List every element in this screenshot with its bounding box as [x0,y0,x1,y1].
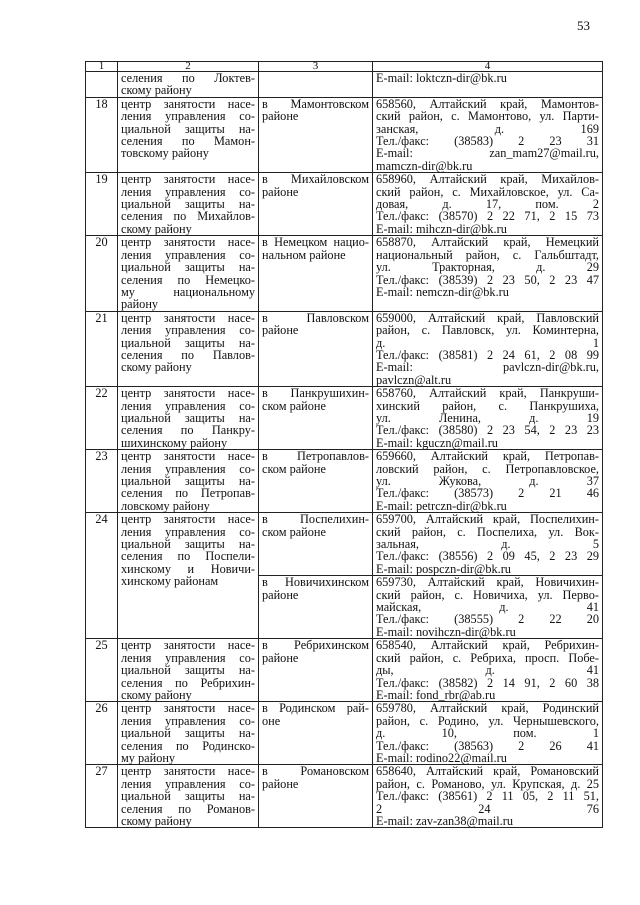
cell-line: скому району [121,687,192,702]
cell-line: циальной защиты на- [121,789,255,804]
page-number: 53 [577,18,590,33]
district-cell [259,236,373,311]
cell-line: Тел./факс: (38573) 2 21 46 [376,486,599,501]
cell-line: селения по Локтев- [121,71,255,85]
cell-line: селения по Родинско- [121,738,255,753]
cell-line: д. 10, пом. 1 [376,726,599,741]
cell-line: центр занятости насе- [121,701,255,716]
cell-line: циальной защиты на- [121,410,255,425]
cell-line: селения по Поспели- [121,549,255,564]
district-cell [259,450,373,513]
cell-line: довая, д. 17, пом. 2 [376,197,599,212]
row-number: 25 [86,639,118,702]
table-body [86,72,603,828]
cell-line: ления управления со- [121,398,255,413]
cell-line: E-mail: novihczn-dir@bk.ru [376,624,516,639]
cell-line: в Петропавлов- [262,449,369,464]
contact-cell [373,236,603,311]
cell-line: хинскому районам [121,574,219,589]
table-row [86,765,603,828]
contact-cell [373,765,603,828]
table-row [86,311,603,386]
organization-cell [118,72,259,98]
cell-line: район, с. Родино, ул. Чернышевского, [376,713,599,728]
cell-line: центр занятости насе- [121,310,255,325]
cell-line: в Немецком нацио- [262,235,369,250]
table-row [86,72,603,98]
cell-line: Тел./факс: (38539) 2 23 50, 2 23 47 [376,272,599,287]
column-header: 4 [373,62,603,72]
cell-line: центр занятости насе- [121,764,255,779]
cell-line: pavlczn@alt.ru [376,372,452,387]
cell-line: E-mail: mihczn-dir@bk.ru [376,221,507,236]
cell-line: 659660, Алтайский край, Петропав- [376,449,599,464]
cell-line: 658870, Алтайский край, Немецкий [376,235,599,250]
cell-line: в Мамонтовском [262,96,369,111]
table-row [86,173,603,236]
table-row [86,236,603,311]
cell-line: Тел./факс: (38583) 2 23 31 [376,134,599,149]
cell-line: E-mail: nemczn-dir@bk.ru [376,284,509,299]
contact-cell [373,576,603,639]
cell-line: ском районе [262,398,326,413]
cell-line: скому району [121,360,192,375]
cell-line: ском районе [262,461,326,476]
cell-line: центр занятости насе- [121,638,255,653]
cell-line: 658560, Алтайский край, Мамонтов- [376,96,599,111]
cell-line: Тел./факс: (38570) 2 22 71, 2 15 73 [376,209,599,224]
district-cell [259,765,373,828]
cell-line: в Родинском рай- [262,701,369,716]
cell-line: ления управления со- [121,323,255,338]
cell-line: циальной защиты на- [121,197,255,212]
row-number: 19 [86,173,118,236]
district-cell [259,173,373,236]
row-number: 24 [86,513,118,639]
organization-cell [118,387,259,450]
cell-line: E-mail: fond_rbr@ab.ru [376,687,496,702]
header-row [86,62,603,72]
cell-line: селения по Панкру- [121,423,255,438]
organization-cell [118,236,259,311]
cell-line: Тел./факс: (38556) 2 09 45, 2 23 29 [376,549,599,564]
cell-line: нальном районе [262,247,346,262]
cell-line: ул. Жукова, д. 37 [376,474,599,488]
cell-line: майская, д. 41 [376,600,599,615]
cell-line: Тел./факс: (38561) 2 11 05, 2 11 51, [376,789,599,804]
organization-cell [118,765,259,828]
cell-line: E-mail: rodino22@mail.ru [376,750,507,765]
cell-line: хинский район, с. Панкрушиха, [376,398,599,413]
cell-line: центр занятости насе- [121,449,255,464]
organization-cell [118,311,259,386]
cell-line: Тел./факс: (38555) 2 22 20 [376,612,599,627]
organization-cell [118,97,259,172]
cell-line: циальной защиты на- [121,335,255,350]
cell-line: Тел./факс: (38581) 2 24 61, 2 08 99 [376,347,599,362]
cell-line: национальный район, с. Гальбштадт, [376,247,599,262]
contact-cell [373,72,603,98]
cell-line: E-mail: petrczn-dir@bk.ru [376,498,507,513]
cell-line: центр занятости насе- [121,96,255,111]
cell-line: ский район, с. Новичиха, ул. Перво- [376,587,599,602]
column-header: 1 [86,62,118,72]
district-cell [259,72,373,98]
contact-cell [373,97,603,172]
cell-line: 659700, Алтайский край, Поспелихин- [376,512,599,527]
cell-line: циальной защиты на- [121,537,255,552]
row-number: 27 [86,765,118,828]
cell-line: ский район, с. Мамонтово, ул. Парти- [376,109,599,124]
contact-cell [373,702,603,765]
cell-line: скому району [121,83,192,98]
row-number: 22 [86,387,118,450]
cell-line: селения по Павлов- [121,347,255,362]
cell-line: циальной защиты на- [121,260,255,275]
contact-cell [373,387,603,450]
cell-line: E-mail: zan_mam27@mail.ru, [376,146,599,161]
row-number: 23 [86,450,118,513]
table-row [86,450,603,513]
cell-line: циальной защиты на- [121,474,255,488]
cell-line: ления управления со- [121,650,255,665]
table-row [86,702,603,765]
cell-line: му району [121,750,176,765]
cell-line: ления управления со- [121,524,255,539]
cell-line: район, с. Романово, ул. Крупская, д. 25 [376,776,599,791]
cell-line: 658540, Алтайский край, Ребрихин- [376,638,599,653]
cell-line: центр занятости насе- [121,512,255,527]
cell-line: в Михайловском [262,172,369,187]
cell-line: в Панкрушихин- [262,386,369,401]
cell-line: центр занятости насе- [121,386,255,401]
contact-cell [373,311,603,386]
table-row [86,513,603,576]
cell-line: ловский район, с. Петропавловское, [376,461,599,476]
cell-line: 658960, Алтайский край, Михайлов- [376,172,599,187]
cell-line: в Поспелихин- [262,512,369,527]
cell-line: Тел./факс: (38580) 2 23 54, 2 23 23 [376,423,599,438]
table-row [86,387,603,450]
cell-line: E-mail: loktczn-dir@bk.ru [376,71,507,85]
cell-line: районе [262,776,299,791]
organization-cell [118,513,259,639]
cell-line: ском районе [262,524,326,539]
cell-line: 659730, Алтайский край, Новичихин- [376,575,599,590]
row-number [86,72,118,98]
cell-line: Тел./факс: (38582) 2 14 91, 2 60 38 [376,675,599,690]
cell-line: ления управления со- [121,247,255,262]
row-number: 20 [86,236,118,311]
cell-line: 2 24 76 [376,801,599,816]
district-cell [259,513,373,576]
cell-line: районе [262,184,299,199]
row-number: 26 [86,702,118,765]
table-row [86,97,603,172]
column-header: 3 [259,62,373,72]
cell-line: 658640, Алтайский край, Романовский [376,764,599,779]
cell-line: селения по Немецко- [121,272,255,287]
cell-line: E-mail: pavlczn-dir@bk.ru, [376,360,599,375]
organization-cell [118,450,259,513]
cell-line: E-mail: kguczn@mail.ru [376,435,498,450]
table-row [86,639,603,702]
row-number: 18 [86,97,118,172]
cell-line: в Павловском [262,310,369,325]
district-cell [259,576,373,639]
contact-cell [373,639,603,702]
employment-centers-table [85,61,603,828]
cell-line: 659000, Алтайский край, Павловский [376,310,599,325]
contact-cell [373,513,603,576]
organization-cell [118,173,259,236]
cell-line: ский район, с. Михайловское, ул. Са- [376,184,599,199]
cell-line: шихинскому району [121,435,228,450]
cell-line: циальной защиты на- [121,726,255,741]
cell-line: районе [262,109,299,124]
cell-line: селения по Мамон- [121,134,255,149]
cell-line: селения по Ребрихин- [121,675,255,690]
cell-line: E-mail: zav-zan38@mail.ru [376,813,513,828]
organization-cell [118,639,259,702]
cell-line: в Новичихинском [262,575,369,590]
cell-line: ский район, с. Ребриха, просп. Побе- [376,650,599,665]
cell-line: Тел./факс: (38563) 2 26 41 [376,738,599,753]
district-cell [259,387,373,450]
cell-line: циальной защиты на- [121,121,255,136]
cell-line: центр занятости насе- [121,172,255,187]
cell-line: ул. Ленина, д. 19 [376,410,599,425]
cell-line: зальная, д. 5 [376,537,599,552]
cell-line: ловскому району [121,498,210,513]
cell-line: в Романовском [262,764,369,779]
cell-line: району [121,297,159,312]
cell-line: районе [262,650,299,665]
district-cell [259,639,373,702]
cell-line: районе [262,587,299,602]
cell-line: районе [262,323,299,338]
cell-line: д. 1 [376,335,599,350]
cell-line: селения по Петропав- [121,486,255,501]
organization-cell [118,702,259,765]
cell-line: му национальному [121,284,255,299]
cell-line: ления управления со- [121,713,255,728]
cell-line: ления управления со- [121,461,255,476]
cell-line: ления управления со- [121,776,255,791]
cell-line: ления управления со- [121,109,255,124]
district-cell [259,311,373,386]
cell-line: занская, д. 169 [376,121,599,136]
cell-line: хинскому и Новичи- [121,561,255,576]
cell-line: ский район, с. Поспелиха, ул. Вок- [376,524,599,539]
cell-line: ления управления со- [121,184,255,199]
cell-line: 659780, Алтайский край, Родинский [376,701,599,716]
cell-line: 658760, Алтайский край, Панкруши- [376,386,599,401]
contact-cell [373,173,603,236]
row-number: 21 [86,311,118,386]
cell-line: оне [262,713,281,728]
district-cell [259,702,373,765]
district-cell [259,97,373,172]
cell-line: циальной защиты на- [121,663,255,678]
cell-line: ул. Тракторная, д. 29 [376,260,599,275]
cell-line: E-mail: pospczn-dir@bk.ru [376,561,511,576]
cell-line: селения по Романов- [121,801,255,816]
cell-line: в Ребрихинском [262,638,369,653]
cell-line: товскому району [121,146,209,161]
cell-line: скому району [121,813,192,828]
cell-line: mamczn-dir@bk.ru [376,158,473,173]
cell-line: центр занятости насе- [121,235,255,250]
cell-line: селения по Михайлов- [121,209,255,224]
cell-line: скому району [121,221,192,236]
cell-line: район, с. Павловск, ул. Коминтерна, [376,323,599,338]
column-header: 2 [118,62,259,72]
contact-cell [373,450,603,513]
cell-line: ды, д. 41 [376,663,599,678]
